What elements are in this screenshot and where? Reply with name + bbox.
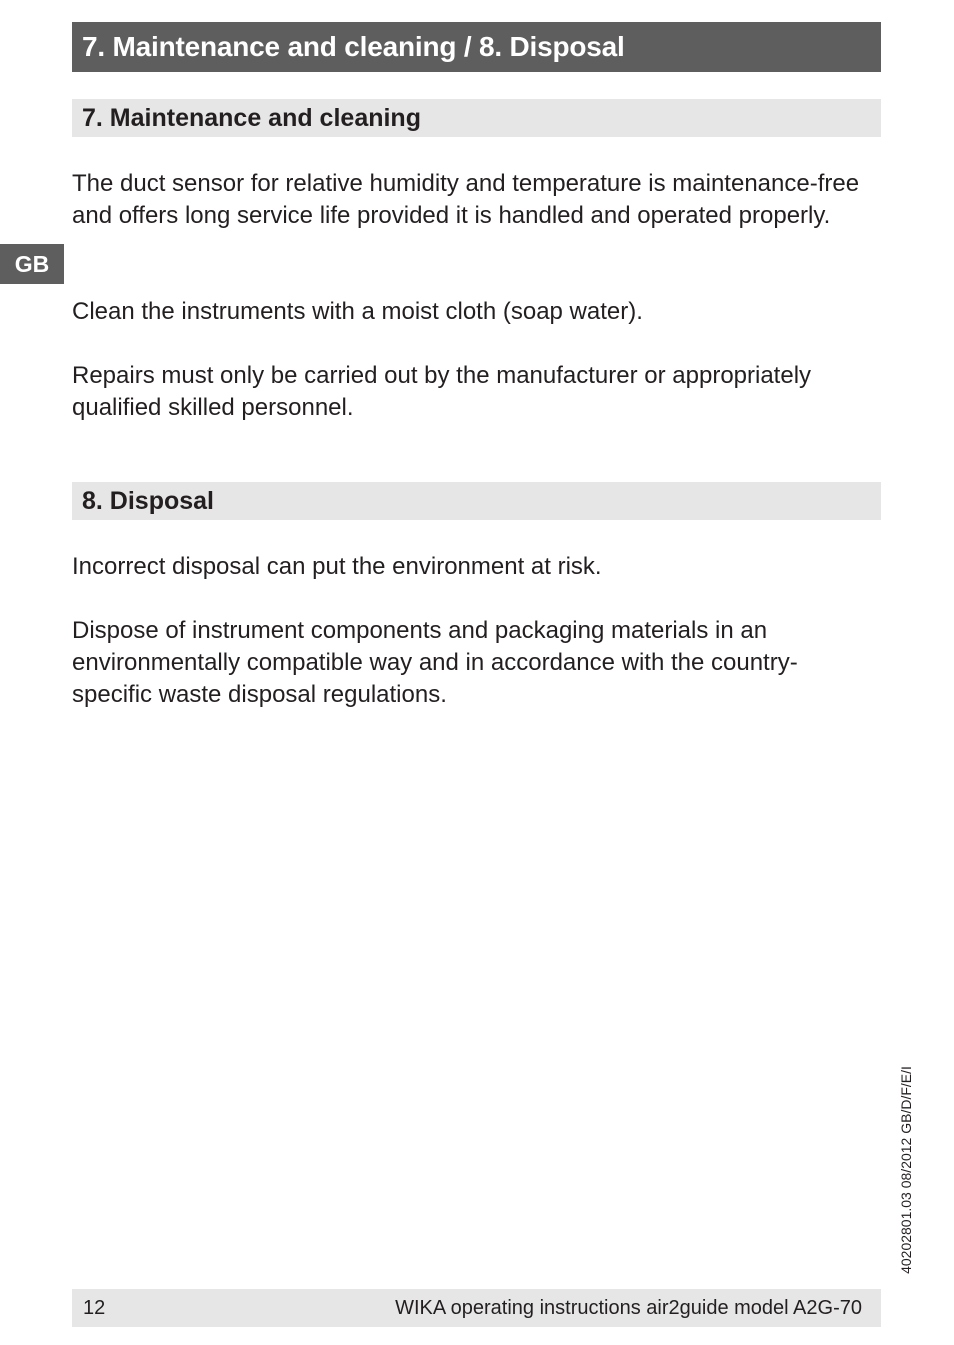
section-heading-maintenance-label: 7. Maintenance and cleaning: [82, 103, 421, 132]
page-footer: [72, 1289, 881, 1327]
language-tab: [0, 244, 64, 284]
maintenance-paragraph-3: Repairs must only be carried out by the manufacturer or appropriately qualified skilled personnel.: [72, 362, 812, 421]
document-code-text: 40202801.03 08/2012 GB/D/F/E/I: [898, 1066, 914, 1274]
section-heading-disposal-label: 8. Disposal: [82, 486, 214, 515]
page-number: 12: [83, 1296, 106, 1319]
maintenance-paragraph-1: The duct sensor for relative humidity and temperature is maintenance-free and offers long service life provided it is handled and operated properly.: [72, 170, 860, 229]
disposal-paragraph-1: Incorrect disposal can put the environment at risk.: [72, 553, 602, 580]
page-title: 7. Maintenance and cleaning / 8. Disposal: [82, 31, 625, 62]
language-tab-label: GB: [14, 250, 50, 277]
disposal-paragraph-2: Dispose of instrument components and packaging materials in an environmentally compatible way and in accordance with the country-specific waste disposal regulations.: [72, 617, 798, 708]
maintenance-paragraph-2: Clean the instruments with a moist cloth (soap water).: [72, 298, 643, 325]
footer-document-title: WIKA operating instructions air2guide model A2G-70: [395, 1296, 862, 1319]
page-title-bar: [72, 22, 881, 72]
section-heading-maintenance: [72, 99, 881, 137]
section-heading-disposal: [72, 482, 881, 520]
